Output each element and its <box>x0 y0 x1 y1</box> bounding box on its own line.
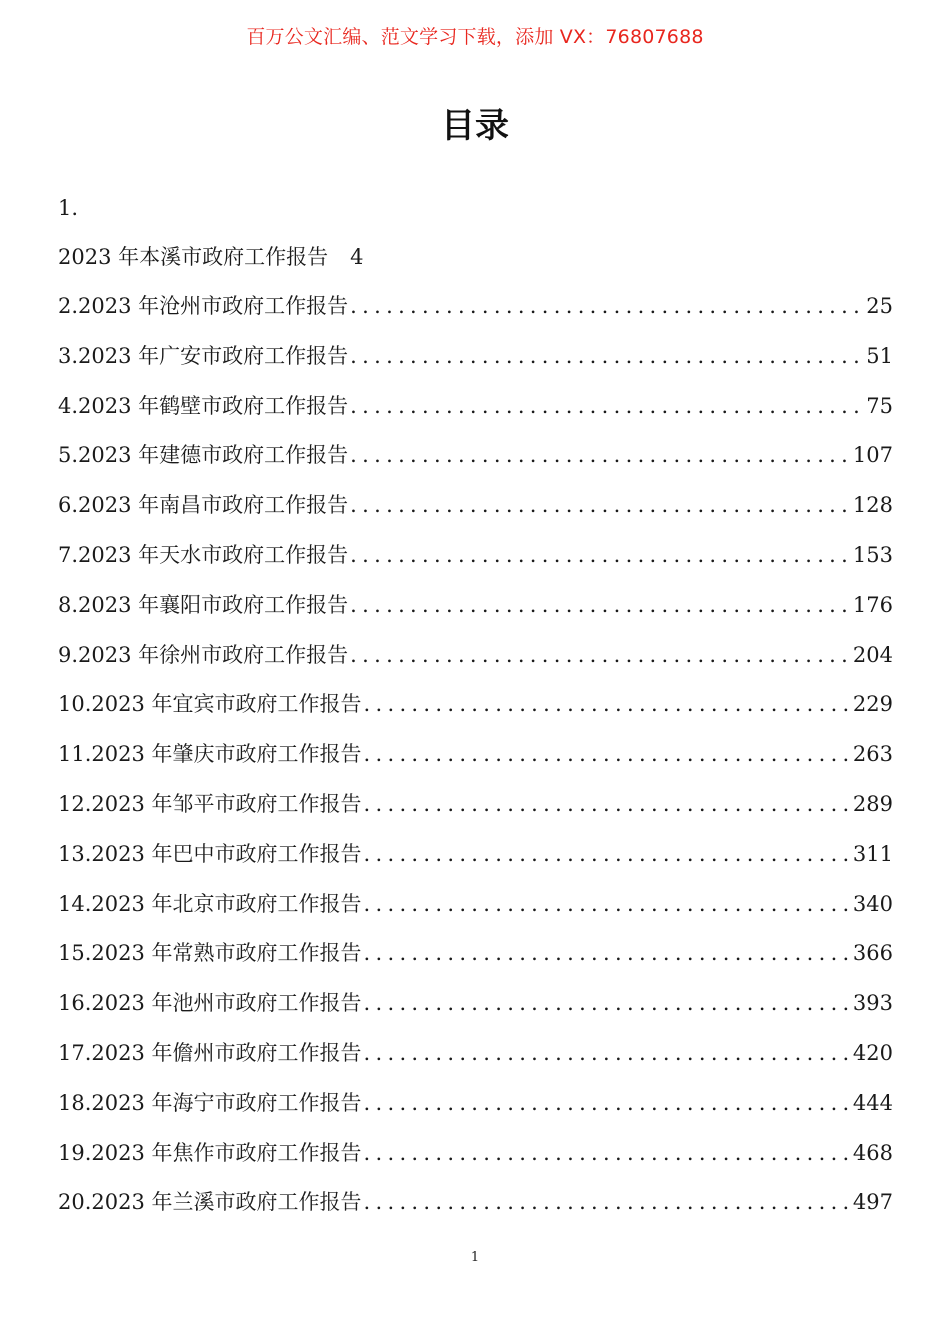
toc-entry-1[interactable] <box>58 242 364 272</box>
toc-entry-number: 10. <box>58 692 92 717</box>
toc-dot-leader <box>364 689 851 719</box>
toc-entry-label: 2023 年北京市政府工作报告 <box>91 891 362 916</box>
toc-entry-number: 11. <box>58 742 92 767</box>
toc-dot-leader <box>350 341 864 371</box>
toc-entry-page: 229 <box>852 692 893 717</box>
toc-entry-page: 107 <box>852 443 893 468</box>
toc-dot-leader <box>364 739 851 769</box>
toc-entry-label: 2023 年襄阳市政府工作报告 <box>78 592 349 617</box>
toc-entry-number: 9. <box>58 642 79 667</box>
toc-dot-leader <box>364 988 851 1018</box>
toc-entry[interactable] <box>58 490 893 540</box>
toc-entry-page: 263 <box>852 742 893 767</box>
header-contact-note: 百万公文汇编、范文学习下载，添加 VX：76807688 <box>246 26 704 48</box>
toc-entry[interactable] <box>58 590 893 640</box>
toc-entry-number: 13. <box>58 841 92 866</box>
toc-entry-label: 2023 年肇庆市政府工作报告 <box>91 742 362 767</box>
page-number: 1 <box>470 1250 480 1265</box>
toc-entry-label: 2023 年徐州市政府工作报告 <box>78 642 349 667</box>
toc-entry[interactable] <box>58 938 893 988</box>
toc-entry-number: 7. <box>58 542 79 567</box>
toc-entry-page: 340 <box>852 891 893 916</box>
toc-dot-leader <box>364 789 851 819</box>
toc-title: 目录 <box>441 106 509 146</box>
toc-dot-leader <box>350 440 851 470</box>
toc-dot-leader <box>350 640 851 670</box>
toc-entry[interactable] <box>58 440 893 490</box>
toc-entry[interactable] <box>58 291 893 341</box>
toc-entry-page: 75 <box>866 393 893 418</box>
toc-entry-1-number: 1. <box>58 196 79 220</box>
toc-entry-page: 204 <box>852 642 893 667</box>
toc-entry[interactable] <box>58 1038 893 1088</box>
toc-entry[interactable] <box>58 1138 893 1188</box>
toc-entry[interactable] <box>58 689 893 739</box>
toc-entry-label: 2023 年建德市政府工作报告 <box>78 443 349 468</box>
toc-entry-number: 14. <box>58 891 92 916</box>
toc-dot-leader <box>364 1088 851 1118</box>
toc-entry-label: 2023 年焦作市政府工作报告 <box>91 1140 362 1165</box>
toc-entry[interactable] <box>58 540 893 590</box>
toc-dot-leader <box>364 1187 851 1217</box>
toc-list <box>58 291 893 1237</box>
toc-entry-page: 289 <box>852 791 893 816</box>
toc-entry-number: 15. <box>58 941 92 966</box>
toc-dot-leader <box>364 938 851 968</box>
toc-entry-label: 2023 年儋州市政府工作报告 <box>91 1040 362 1065</box>
toc-entry-number: 6. <box>58 493 79 518</box>
toc-dot-leader <box>350 540 851 570</box>
toc-entry-number: 5. <box>58 443 79 468</box>
toc-entry-number: 16. <box>58 991 92 1016</box>
toc-dot-leader <box>350 490 851 520</box>
toc-entry-page: 4 <box>350 245 364 269</box>
toc-entry-label: 2023 年沧州市政府工作报告 <box>78 294 349 318</box>
toc-entry-page: 393 <box>852 991 893 1016</box>
toc-entry-page: 468 <box>852 1140 893 1165</box>
toc-entry-number: 3. <box>58 343 79 368</box>
toc-entry-label: 2023 年常熟市政府工作报告 <box>91 941 362 966</box>
toc-entry-page: 497 <box>852 1190 893 1215</box>
toc-entry[interactable] <box>58 1187 893 1237</box>
toc-entry-label: 2023 年邹平市政府工作报告 <box>91 791 362 816</box>
toc-entry[interactable] <box>58 640 893 690</box>
toc-entry-number: 19. <box>58 1140 92 1165</box>
toc-entry[interactable] <box>58 988 893 1038</box>
toc-dot-leader <box>364 1138 851 1168</box>
toc-entry-page: 153 <box>852 542 893 567</box>
toc-entry-label: 2023 年广安市政府工作报告 <box>78 343 349 368</box>
toc-entry-number: 20. <box>58 1190 92 1215</box>
toc-entry[interactable] <box>58 341 893 391</box>
toc-entry[interactable] <box>58 391 893 441</box>
toc-entry[interactable] <box>58 1088 893 1138</box>
toc-entry-page: 128 <box>852 493 893 518</box>
toc-entry-page: 51 <box>866 343 893 368</box>
toc-entry-number: 4. <box>58 393 79 418</box>
toc-entry[interactable] <box>58 839 893 889</box>
toc-entry-number: 17. <box>58 1040 92 1065</box>
toc-entry-page: 420 <box>852 1040 893 1065</box>
toc-entry-number: 18. <box>58 1090 92 1115</box>
toc-dot-leader <box>350 391 864 421</box>
toc-entry-label: 2023 年兰溪市政府工作报告 <box>91 1190 362 1215</box>
toc-entry-label: 2023 年宜宾市政府工作报告 <box>91 692 362 717</box>
toc-entry-page: 176 <box>852 592 893 617</box>
toc-entry[interactable] <box>58 739 893 789</box>
toc-entry-label: 2023 年池州市政府工作报告 <box>91 991 362 1016</box>
toc-dot-leader <box>350 291 864 321</box>
toc-dot-leader <box>364 1038 851 1068</box>
toc-dot-leader <box>364 889 851 919</box>
toc-entry-number: 8. <box>58 592 79 617</box>
toc-entry-label: 2023 年天水市政府工作报告 <box>78 542 349 567</box>
toc-entry-number: 12. <box>58 791 92 816</box>
toc-entry-label: 2023 年鹤壁市政府工作报告 <box>78 393 349 418</box>
toc-dot-leader <box>364 839 851 869</box>
toc-entry-page: 366 <box>852 941 893 966</box>
toc-dot-leader <box>350 590 851 620</box>
toc-entry-label: 2023 年南昌市政府工作报告 <box>78 493 349 518</box>
toc-entry-number: 2. <box>58 294 79 318</box>
toc-entry-label: 2023 年本溪市政府工作报告 <box>58 245 329 269</box>
toc-entry-page: 25 <box>866 294 893 318</box>
toc-entry-page: 311 <box>852 841 893 866</box>
toc-entry[interactable] <box>58 889 893 939</box>
toc-entry-label: 2023 年巴中市政府工作报告 <box>91 841 362 866</box>
toc-entry-page: 444 <box>852 1090 893 1115</box>
toc-entry-label: 2023 年海宁市政府工作报告 <box>91 1090 362 1115</box>
toc-entry[interactable] <box>58 789 893 839</box>
